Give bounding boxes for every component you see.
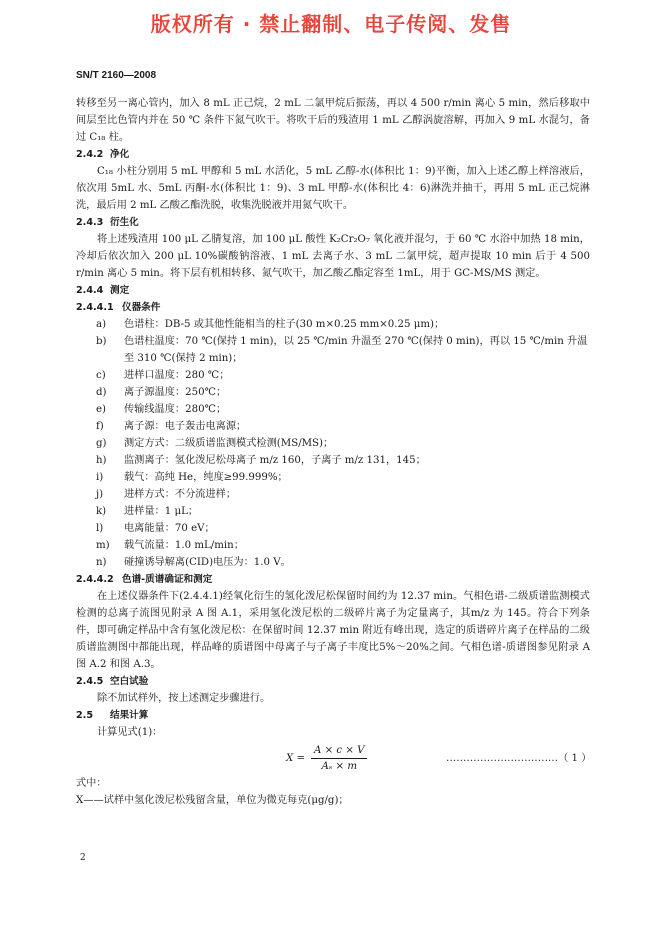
formula-expression [286,743,367,774]
section-number: 2.5 [76,710,93,721]
list-item-text: 色谱柱温度：70 ℃(保持 1 min)，以 25 ℃/min 升温至 270 ℃(保持 0 min)，再以 15 ℃/min 升温至 310 ℃(保持 2 min)； [124,336,588,364]
section-number: 2.4.3 [76,217,104,228]
section-2-4-5-text: 除不加试样外，按上述测定步骤进行。 [97,693,271,704]
list-item [76,333,590,367]
section-title: 色谱-质谱确证和测定 [122,574,213,585]
section-2-5-text: 计算见式(1)： [97,727,163,738]
section-number: 2.4.4.1 [76,302,114,313]
list-item-label: b) [96,336,107,347]
list-item-label: k) [96,506,107,517]
section-2-4-3-text: 将上述残渣用 100 μL 乙腈复溶，加 100 μL 酸性 K₂Cr₂O₇ 氧化液并混匀，于 60 ℃ 水浴中加热 18 min，冷却后依次加入 200 μL 10%碳酸钠溶液、1 mL 去离子水、3 mL 二氯甲烷，超声提取 10 min 后于 4 500 r/min 离心 5 min。将下层有机相转移、氮气吹干，加乙酸乙酯定容至 1mL，用于 GC-MS/MS 测定。 [76,234,590,279]
standard-number: SN/T 2160—2008 [76,70,157,81]
list-item-label: c) [96,370,106,381]
list-item-text: 离子源：电子轰击电离源； [124,421,247,432]
section-title: 衍生化 [110,217,139,228]
list-item-label: i) [96,472,104,483]
list-item-label: g) [96,438,107,449]
section-2-5-heading [76,707,590,724]
list-item-text: 进样口温度：280 ℃； [124,370,230,381]
list-item [76,520,590,537]
list-item-text: 传输线温度：280℃； [124,404,227,415]
list-item-label: j) [96,489,104,500]
list-item-label: e) [96,404,107,415]
list-item-label: l) [96,523,104,534]
section-2-4-3-heading [76,214,590,231]
list-item-text: 进样量：1 μL； [124,506,199,517]
list-item-text: 离子源温度：250℃； [124,387,227,398]
list-item-label: h) [96,455,107,466]
list-item [76,452,590,469]
list-item-text: 测定方式：二级质谱监测模式检测(MS/MS)； [124,438,334,449]
list-item-label: m) [96,540,110,551]
list-item-text: 载气流量：1.0 mL/min； [124,540,244,551]
list-item-label: n) [96,557,107,568]
section-number: 2.4.4.2 [76,574,114,585]
page-number: 2 [80,853,86,863]
where-x-definition: X——试样中氢化泼尼松残留含量，单位为微克每克(μg/g)； [76,795,349,806]
section-2-4-4-2-text: 在上述仪器条件下(2.4.4.1)经氧化衍生的氢化泼尼松保留时间约为 12.37 min。气相色谱-二级质谱监测模式检测的总离子流图见附录 A 图 A.1，采用氢化泼尼松的二级碎片离子为定量离子，其m/z 为 145。符合下列条件，即可确定样品中含有氢化泼尼松：在保留时间 12.37 min 附近有峰出现，选定的质谱碎片离子在样品的二级质谱监测图中都能出现，样品峰的质谱图中母离子与子离子丰度比5%～20%之间。气相色谱-质谱图参见附录 A 图 A.2 和图 A.3。 [76,591,590,670]
list-item [76,537,590,554]
list-item-text: 监测离子：氢化泼尼松母离子 m/z 160，子离子 m/z 131，145； [124,455,426,466]
list-item [76,435,590,452]
copyright-banner: 版权所有 · 禁止翻制、电子传阅、发售 [150,12,512,36]
section-2-4-4-heading [76,282,590,299]
formula-lhs: X = [286,753,306,764]
list-item [76,367,590,384]
list-item-text: 载气：高纯 He，纯度≥99.999%； [124,472,288,483]
section-number: 2.4.5 [76,676,104,687]
list-item [76,469,590,486]
formula-denominator: Aₛ × m [321,761,357,772]
section-title: 净化 [110,149,130,160]
formula-1 [76,741,590,775]
formula-fraction [311,743,367,774]
section-number: 2.4.2 [76,149,104,160]
section-2-4-4-1-heading [76,299,590,316]
equation-number: ……………………………（ 1 ） [446,753,592,764]
where-label: 式中： [76,778,107,789]
list-item [76,418,590,435]
list-item [76,554,590,571]
list-item-label: f) [96,421,104,432]
section-title: 测定 [110,285,130,296]
section-title: 仪器条件 [122,302,161,313]
list-item-text: 电离能量：70 eV； [124,523,215,534]
list-item [76,401,590,418]
section-title: 空白试验 [110,676,149,687]
list-item-label: d) [96,387,107,398]
section-number: 2.4.4 [76,285,104,296]
instrument-conditions-list [76,316,590,571]
list-item-text: 碰撞诱导解离(CID)电压为：1.0 V。 [124,557,291,568]
list-item [76,486,590,503]
list-item [76,384,590,401]
section-title: 结果计算 [110,710,149,721]
section-2-4-5-heading [76,673,590,690]
section-2-4-2-heading [76,146,590,163]
list-item-label: a) [96,319,107,330]
section-2-4-4-2-heading [76,571,590,588]
formula-numerator: A × c × V [311,743,367,759]
document-body [76,95,590,809]
intro-paragraph: 转移至另一离心管内，加入 8 mL 正己烷，2 mL 二氯甲烷后振荡，再以 4 500 r/min 离心 5 min，然后移取中间层至比色管内并在 50 ℃ 条件下氮气吹干。将吹干后的残渣用 1 mL 乙醇涡旋溶解，再加入 9 mL 水混匀，备过 C₁₈ 柱。 [76,98,590,143]
section-2-4-2-text: C₁₈ 小柱分别用 5 mL 甲醇和 5 mL 水活化，5 mL 乙醇-水(体积比 1：9)平衡，加入上述乙醇上样溶液后，依次用 5mL 水、5mL 丙酮-水(体积比 1：9)、3 mL 甲醇-水(体积比 4：6)淋洗并抽干，再用 5 mL 正己烷淋洗，最后用 2 mL 乙酸乙酯洗脱，收集洗脱液并用氮气吹干。 [76,166,590,211]
list-item [76,316,590,333]
list-item-text: 色谱柱：DB-5 或其他性能相当的柱子(30 m×0.25 mm×0.25 μm)； [124,319,445,330]
list-item-text: 进样方式：不分流进样； [124,489,237,500]
list-item [76,503,590,520]
